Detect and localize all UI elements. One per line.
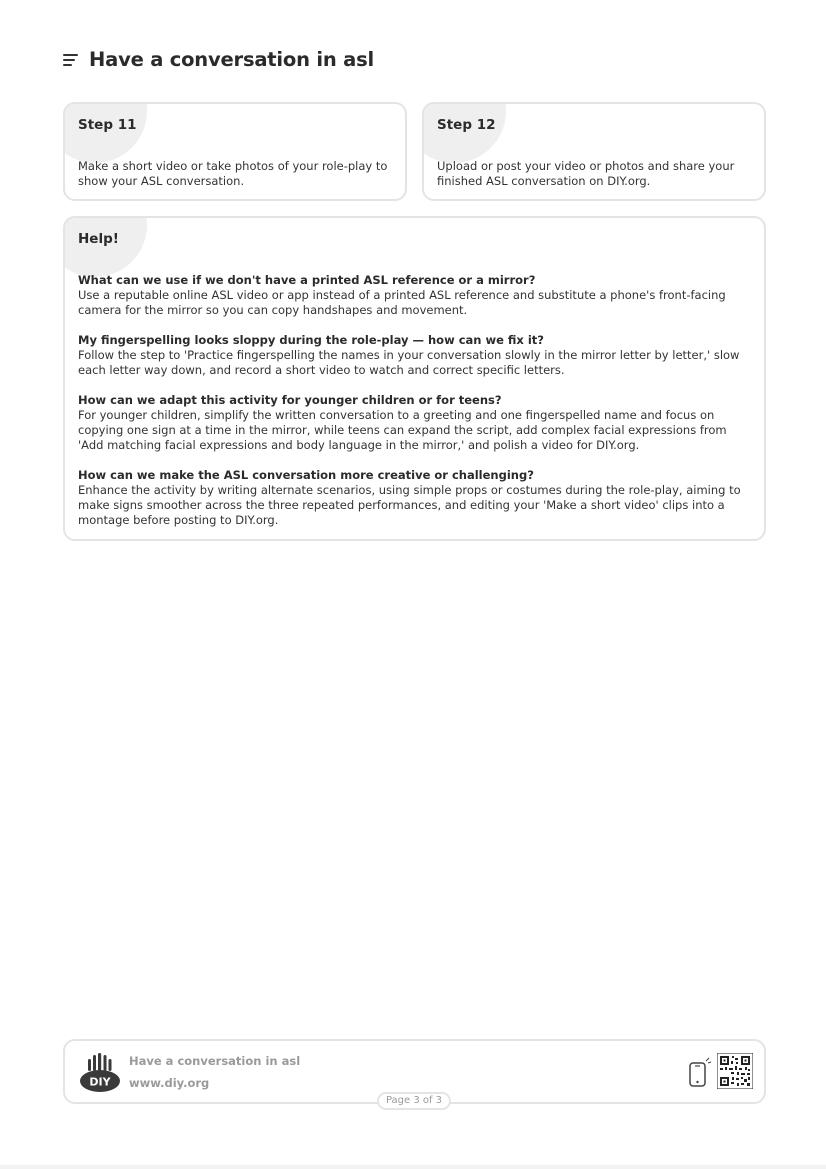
phone-scan-icon [687,1055,713,1089]
help-faq-list [78,273,752,541]
footer-title: Have a conversation in asl [129,1054,301,1068]
faq-answer: Enhance the activity by writing alternate scenarios, using simple props or costumes during the role-play, aiming to make signs smoother across the three repeated performances, and editing your 'Make a short video' clips into a montage before posting to DIY.org. [78,483,741,527]
help-title: Help! [78,231,119,247]
qr-code-icon[interactable] [717,1053,753,1089]
diy-logo-icon [79,1051,121,1093]
faq-item [78,468,752,528]
step-12-title: Step 12 [437,117,496,133]
step-12-text: Upload or post your video or photos and share your finished ASL conversation on DIY.org. [437,159,735,188]
faq-answer: For younger children, simplify the written conversation to a greeting and one fingerspelled name and focus on copying one sign at a time in the mirror, while teens can expand the script, add complex facial expressions from 'Add matching facial expressions and body language in the mirror,' and polish a video for DIY.org. [78,408,727,452]
faq-item [78,333,752,378]
menu-lines-icon [63,53,79,67]
help-card [63,216,766,541]
step-11-title: Step 11 [78,117,137,133]
faq-item [78,273,752,318]
page-number-badge: Page 3 of 3 [377,1092,451,1110]
faq-question: How can we adapt this activity for younger children or for teens? [78,393,502,407]
faq-question: My fingerspelling looks sloppy during the role-play — how can we fix it? [78,333,544,347]
page-title [63,48,374,71]
step-12-card [422,102,766,201]
step-11-card [63,102,407,201]
page-title-text: Have a conversation in asl [89,48,374,71]
faq-item [78,393,752,453]
faq-question: How can we make the ASL conversation more creative or challenging? [78,468,534,482]
faq-question: What can we use if we don't have a printed ASL reference or a mirror? [78,273,536,287]
faq-answer: Follow the step to 'Practice fingerspelling the names in your conversation slowly in the mirror letter by letter,' slow each letter way down, and record a short video to watch and correct specific letters. [78,348,740,377]
logo-text: DIY [89,1075,111,1089]
faq-answer: Use a reputable online ASL video or app instead of a printed ASL reference and substitute a phone's front-facing camera for the mirror so you can copy handshapes and movement. [78,288,726,317]
page-bottom-band [0,1165,826,1169]
step-11-text: Make a short video or take photos of your role-play to show your ASL conversation. [78,159,388,188]
footer-url[interactable]: www.diy.org [129,1076,210,1090]
